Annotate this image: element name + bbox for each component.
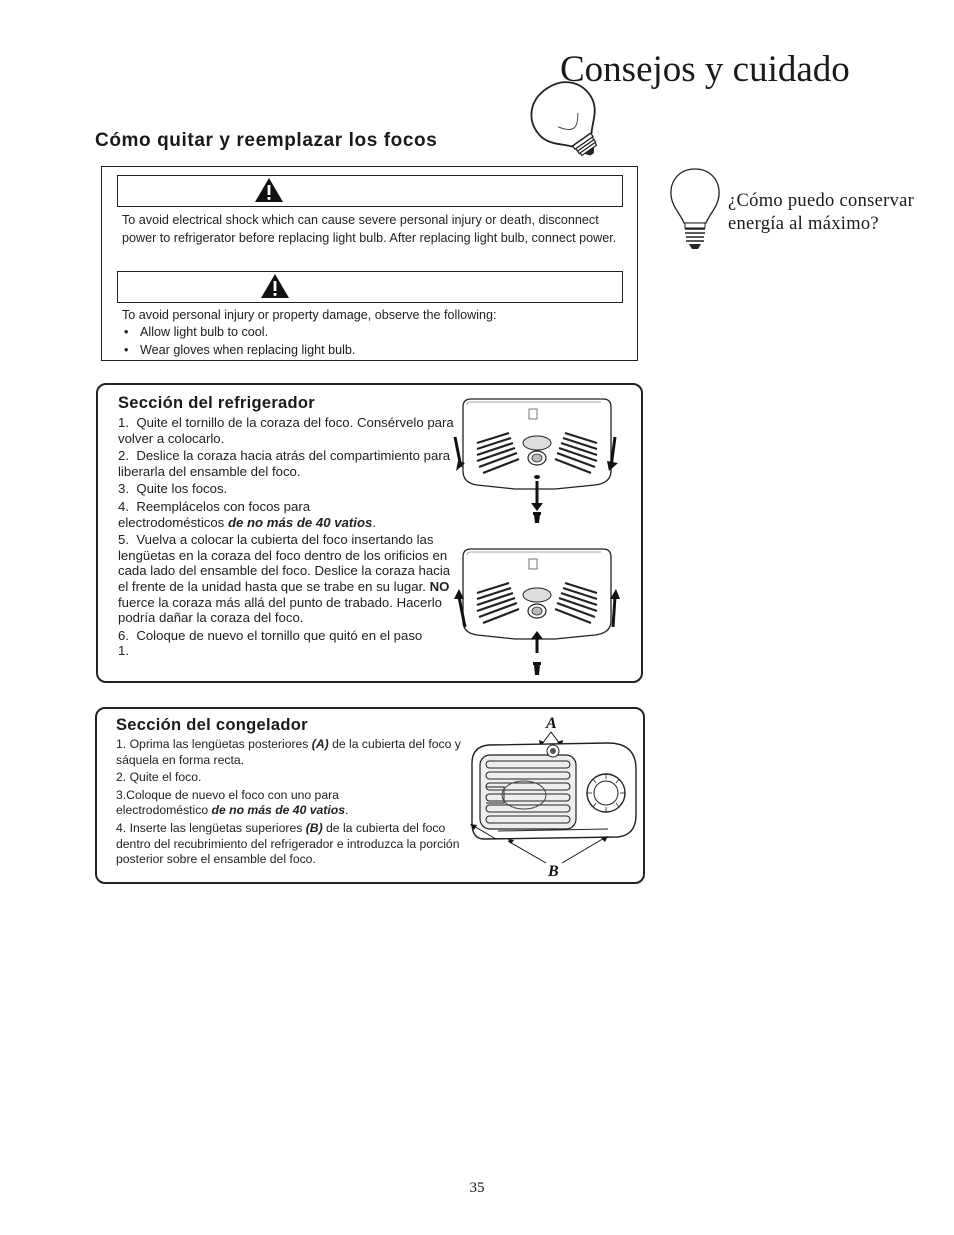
section-title: Cómo quitar y reemplazar los focos [95, 130, 438, 151]
list-item [116, 770, 476, 786]
step-number: 6. [118, 627, 129, 643]
label-a: A [546, 715, 557, 732]
page-title: Consejos y cuidado [560, 49, 850, 90]
wattage-emphasis: de no más de 40 vatios [227, 514, 373, 530]
step-text-after: . [372, 514, 377, 530]
step-number: 5. [118, 532, 129, 548]
list-item [118, 628, 428, 659]
step-number: 1. [116, 737, 127, 751]
light-shield-install-diagram [455, 543, 630, 683]
label-b-reference: (B) [305, 820, 323, 835]
step-text: Reemplácelos con focos para electrodomésticos [118, 498, 311, 530]
step-text: Oprima las lengüetas posteriores [129, 737, 309, 751]
warning-triangle-icon [254, 177, 284, 203]
freezer-steps [116, 737, 476, 870]
step-number: 3. [118, 481, 129, 497]
caution-list [122, 324, 622, 359]
step-text-after: fuerce la coraza más allá del punto de trabado. Hacerlo podría dañar la coraza del foco. [118, 594, 443, 626]
freezer-light-cover-diagram [468, 713, 640, 879]
list-item [116, 737, 461, 768]
safety-warning-box [101, 166, 638, 361]
list-item [116, 788, 386, 819]
caution-item: • Wear gloves when replacing light bulb. [122, 342, 622, 360]
warning-text: To avoid electrical shock which can cause severe personal injury or death, disconnect power to refrigerator before replacing light bulb. After replacing light bulb, connect power. [122, 213, 617, 245]
refrigerator-steps [118, 415, 458, 661]
step-text: Quite el tornillo de la coraza del foco. Consérvelo para volver a colocarlo. [118, 415, 454, 446]
step-number: 2. [116, 770, 127, 785]
step-text: Vuelva a colocar la cubierta del foco insertando las lengüetas en la coraza del foco dentro de los orificios en cada lado del ensamble del foco. Deslice la coraza hacia el frente de la unidad hasta que se trabe en su lugar. [118, 532, 451, 594]
step-number: 4. [118, 498, 129, 514]
list-item [118, 499, 418, 530]
step-text: Coloque de nuevo el foco con uno para electrodoméstico [116, 787, 339, 818]
light-bulb-icon [520, 78, 615, 163]
page-number: 35 [469, 1180, 485, 1196]
list-item [118, 448, 458, 479]
step-text-after: . [344, 803, 349, 818]
step-number: 4. [116, 820, 127, 835]
energy-tip-question: ¿Cómo puedo conservar energía al máximo? [728, 191, 915, 234]
refrigerator-section-heading: Sección del refrigerador [118, 394, 316, 412]
caution-header-bar [117, 271, 623, 303]
step-number: 3. [116, 787, 127, 802]
list-item [118, 532, 453, 626]
step-text: Inserte las lengüetas superiores [129, 820, 303, 835]
wattage-emphasis: de no más de 40 vatios [211, 803, 345, 818]
step-text: Deslice la coraza hacia atrás del compartimiento para liberarla del ensamble del foco. [118, 448, 451, 479]
light-shield-removal-diagram [455, 393, 630, 533]
warning-header-bar [117, 175, 623, 207]
step-number: 2. [118, 448, 129, 464]
label-b: B [548, 863, 559, 880]
step-text: Quite el foco. [129, 770, 202, 785]
caution-triangle-icon [260, 273, 290, 299]
label-a-reference: (A) [311, 737, 329, 751]
list-item [116, 821, 476, 868]
list-item [118, 481, 458, 497]
no-emphasis: NO [429, 578, 450, 594]
step-text-after: de la cubierta del foco y sáquela en forma recta. [116, 737, 461, 767]
light-bulb-outline-icon [668, 167, 722, 252]
list-item [118, 415, 458, 446]
step-text: Quite los focos. [136, 481, 228, 497]
step-text-after: de la cubierta del foco dentro del recubrimiento del refrigerador e introduzca la porción posterior sobre el ensamble del foco. [116, 820, 460, 867]
freezer-section-heading: Sección del congelador [116, 716, 308, 734]
step-number: 1. [118, 415, 129, 430]
caution-item: • Allow light bulb to cool. [122, 324, 622, 342]
step-text: Coloque de nuevo el tornillo que quitó en el paso 1. [118, 627, 423, 659]
caution-intro: To avoid personal injury or property damage, observe the following: [122, 308, 497, 322]
